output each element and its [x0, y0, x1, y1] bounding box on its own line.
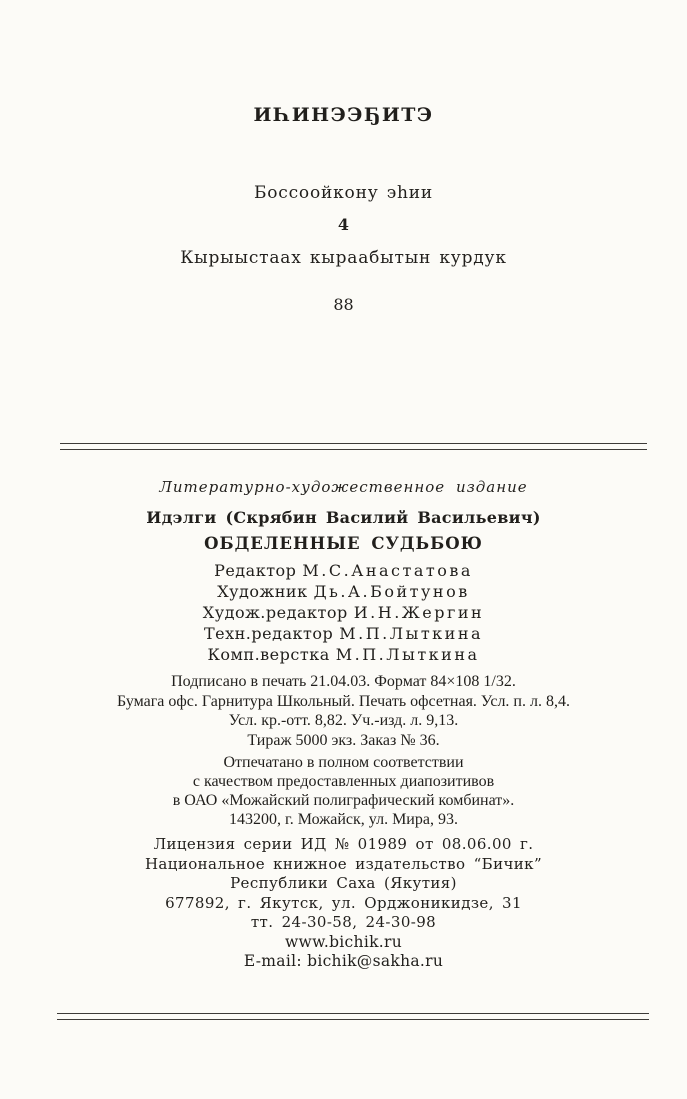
staff-role: Художник [217, 582, 308, 601]
print-info-line: Усл. кр.-отт. 8,82. Уч.-изд. л. 9,13. [228, 712, 459, 729]
publisher-info-line: 677892, г. Якутск, ул. Орджоникидзе, 31 [165, 893, 522, 912]
publisher-info-line: Лицензия серии ИД № 01989 от 08.06.00 г. [153, 835, 534, 853]
staff-row [0, 644, 687, 665]
top-divider [60, 443, 647, 450]
toc-entry-title: Кырыыстаах кыраабытын курдук [180, 248, 507, 268]
publisher-email: E-mail: bichik@sakha.ru [243, 951, 444, 970]
toc-entry-page: 4 [337, 215, 350, 234]
printer-info-line: Отпечатано в полном соответствии [223, 754, 464, 771]
author-name: Идэлги (Скрябин Василий Васильевич) [146, 508, 541, 527]
printer-info-line: 143200, г. Можайск, ул. Мира, 93. [229, 811, 458, 828]
staff-row [0, 623, 687, 644]
print-info-block [0, 672, 687, 750]
publisher-phones: тт. 24-30-58, 24-30-98 [250, 913, 437, 931]
staff-name: Дь.А.Бойтунов [313, 582, 470, 601]
toc-entry-title: Боссоойкону эһии [253, 183, 434, 203]
bottom-divider [57, 1013, 649, 1020]
book-title: ОБДЕЛЕННЫЕ СУДЬБОЮ [204, 534, 483, 553]
staff-name: М.П.Лыткина [339, 624, 484, 643]
publisher-info-line: Национальное книжное издательство “Бичик” [144, 854, 543, 873]
staff-row [0, 581, 687, 602]
staff-list [0, 560, 687, 665]
publisher-info-block [0, 835, 687, 933]
print-info-line: Подписано в печать 21.04.03. Формат 84×108 1/32. [171, 673, 516, 690]
publisher-info-line: Республики Саха (Якутия) [230, 874, 457, 892]
staff-role: Техн.редактор [203, 624, 334, 643]
publisher-website: www.bichik.ru [284, 932, 402, 951]
staff-row [0, 560, 687, 581]
printer-info-block [0, 753, 687, 829]
toc-entry-page: 88 [333, 295, 354, 314]
contact-info-block [0, 933, 687, 971]
staff-row [0, 602, 687, 623]
staff-name: И.Н.Жергин [353, 603, 485, 622]
edition-type: Литературно-художественное издание [159, 478, 528, 496]
staff-name: М.П.Лыткина [335, 645, 480, 664]
staff-name: М.С.Анастатова [302, 561, 473, 580]
toc-heading: ИҺИНЭЭҔИТЭ [253, 104, 434, 126]
staff-role: Редактор [214, 561, 297, 580]
staff-role: Комп.верстка [207, 645, 330, 664]
print-info-line: Тираж 5000 экз. Заказ № 36. [247, 731, 440, 749]
printer-info-line: в ОАО «Можайский полиграфический комбинат». [172, 792, 515, 809]
printer-info-line: с качеством предоставленных диапозитивов [192, 773, 495, 790]
print-info-line: Бумага офс. Гарнитура Школьный. Печать офсетная. Усл. п. л. 8,4. [117, 692, 570, 710]
staff-role: Худож.редактор [202, 603, 348, 622]
